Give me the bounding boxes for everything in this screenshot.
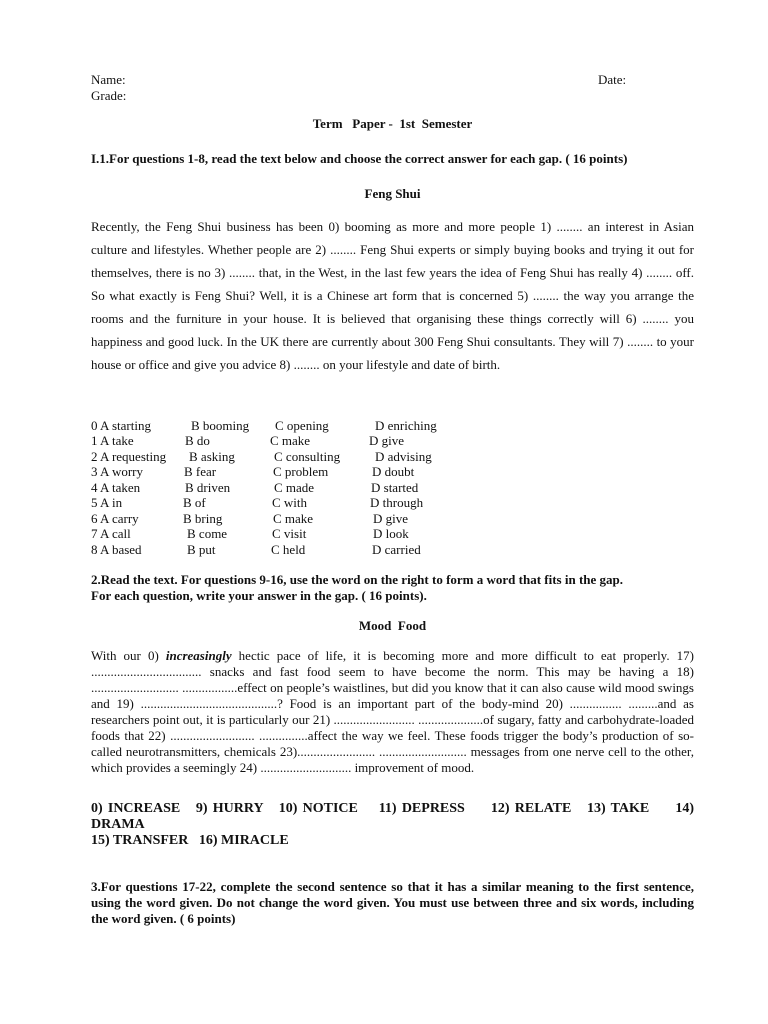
option-a: 6 A carry [91, 511, 139, 526]
option-d: D give [369, 433, 405, 448]
feng-shui-text [91, 215, 694, 376]
example-word: increasingly [165, 648, 232, 663]
section2-instruction-line2: For each question, write your answer in the gap. ( 16 points). [91, 588, 427, 603]
option-b: B fear [184, 464, 217, 479]
option-b: B come [187, 526, 228, 541]
option-a: 7 A call [91, 526, 131, 541]
date-label: Date: [598, 72, 627, 87]
option-b: B driven [185, 480, 231, 495]
option-a: 5 A in [91, 495, 123, 510]
option-d: D look [373, 526, 409, 541]
option-c: C held [271, 542, 306, 557]
option-d: D advising [375, 449, 432, 464]
option-d: D through [370, 495, 424, 510]
option-b: B of [183, 495, 206, 510]
section1-heading: Feng Shui [364, 186, 421, 201]
option-c: C problem [273, 464, 329, 479]
name-label: Name: [91, 72, 126, 87]
option-c: C consulting [274, 449, 341, 464]
option-c: C opening [275, 418, 329, 433]
word-list-line2: 15) TRANSFER 16) MIRACLE [91, 833, 289, 848]
option-d: D started [371, 480, 419, 495]
option-d: D carried [372, 542, 421, 557]
feng-shui-paragraph: Recently, the Feng Shui business has been 0) booming as more and more people 1) ........ an interest in Asian culture and lifestyles. Whether people are 2) ........ Feng Shui experts or simply buying books and trying it out for themselves, there is no 3) ........ that, in the West, in the last few years the idea of Feng Shui has really 4) ........ off. So what exactly is Feng Shui? Well, it is a Chinese art form that is concerned 5) ........ the way you arrange the rooms and the furniture in your house. It is believed that organising these things correctly will 6) ........ you happiness and good luck. In the UK there are currently about 300 Feng Shui consultants. They will 7) ........ to your house or office and give you advice 8) ........ on your lifestyle and date of birth. [91, 219, 694, 372]
option-c: C make [273, 511, 314, 526]
option-b: B asking [189, 449, 235, 464]
option-d: D enriching [375, 418, 437, 433]
word-list-line1: 0) INCREASE 9) HURRY 10) NOTICE 11) DEPRESS 12) RELATE 13) TAKE 14) DRAMA [91, 801, 698, 832]
option-c: C visit [272, 526, 307, 541]
mood-food-text [91, 648, 694, 776]
section2-instruction-line1: 2.Read the text. For questions 9-16, use the word on the right to form a word that fits in the gap. [91, 572, 624, 587]
option-a: 4 A taken [91, 480, 141, 495]
section3-instruction: 3.For questions 17-22, complete the second sentence so that it has a similar meaning to the first sentence, using the word given. Do not change the word given. You must use between three and six words, including the word given. ( 6 points) [91, 879, 694, 926]
option-b: B bring [183, 511, 223, 526]
option-b: B booming [191, 418, 250, 433]
option-a: 0 A starting [91, 418, 151, 433]
mood-food-rest: hectic pace of life, it is becoming more and more difficult to eat properly. 17) .................................. snacks and fast food seem to have become the norm. This may be having a 18) ........................... .................effect on people’s waistlines, but did you know that it can also cause wild mood swings and 19) ..........................................? Food is an important part of the body-mind 20) ................ .........and as researchers point out, it is particularly our 21) ......................... ....................of sugary, fatty and carbohydrate-loaded foods that 22) .......................... ...............affect the way we feel. These foods trigger the body’s production of so-called neurotransmitters, chemicals 23)........................ ........................... messages from one nerve cell to the other, which provides a seemingly 24) ............................ improvement of mood. [91, 648, 694, 775]
option-a: 2 A requesting [91, 449, 167, 464]
option-d: D give [373, 511, 409, 526]
option-b: B put [187, 542, 216, 557]
option-c: C make [270, 433, 311, 448]
page-title: Term Paper - 1st Semester [312, 116, 473, 131]
option-c: C with [272, 495, 308, 510]
option-a: 3 A worry [91, 464, 143, 479]
grade-label: Grade: [91, 88, 127, 103]
option-c: C made [274, 480, 315, 495]
option-b: B do [185, 433, 210, 448]
mood-food-start: With our 0) [91, 648, 166, 663]
section1-instruction: I.1.For questions 1-8, read the text below and choose the correct answer for each gap. ( 16 points) [91, 151, 628, 166]
option-d: D doubt [372, 464, 415, 479]
section2-heading: Mood Food [358, 618, 427, 633]
option-a: 8 A based [91, 542, 142, 557]
option-a: 1 A take [91, 433, 134, 448]
